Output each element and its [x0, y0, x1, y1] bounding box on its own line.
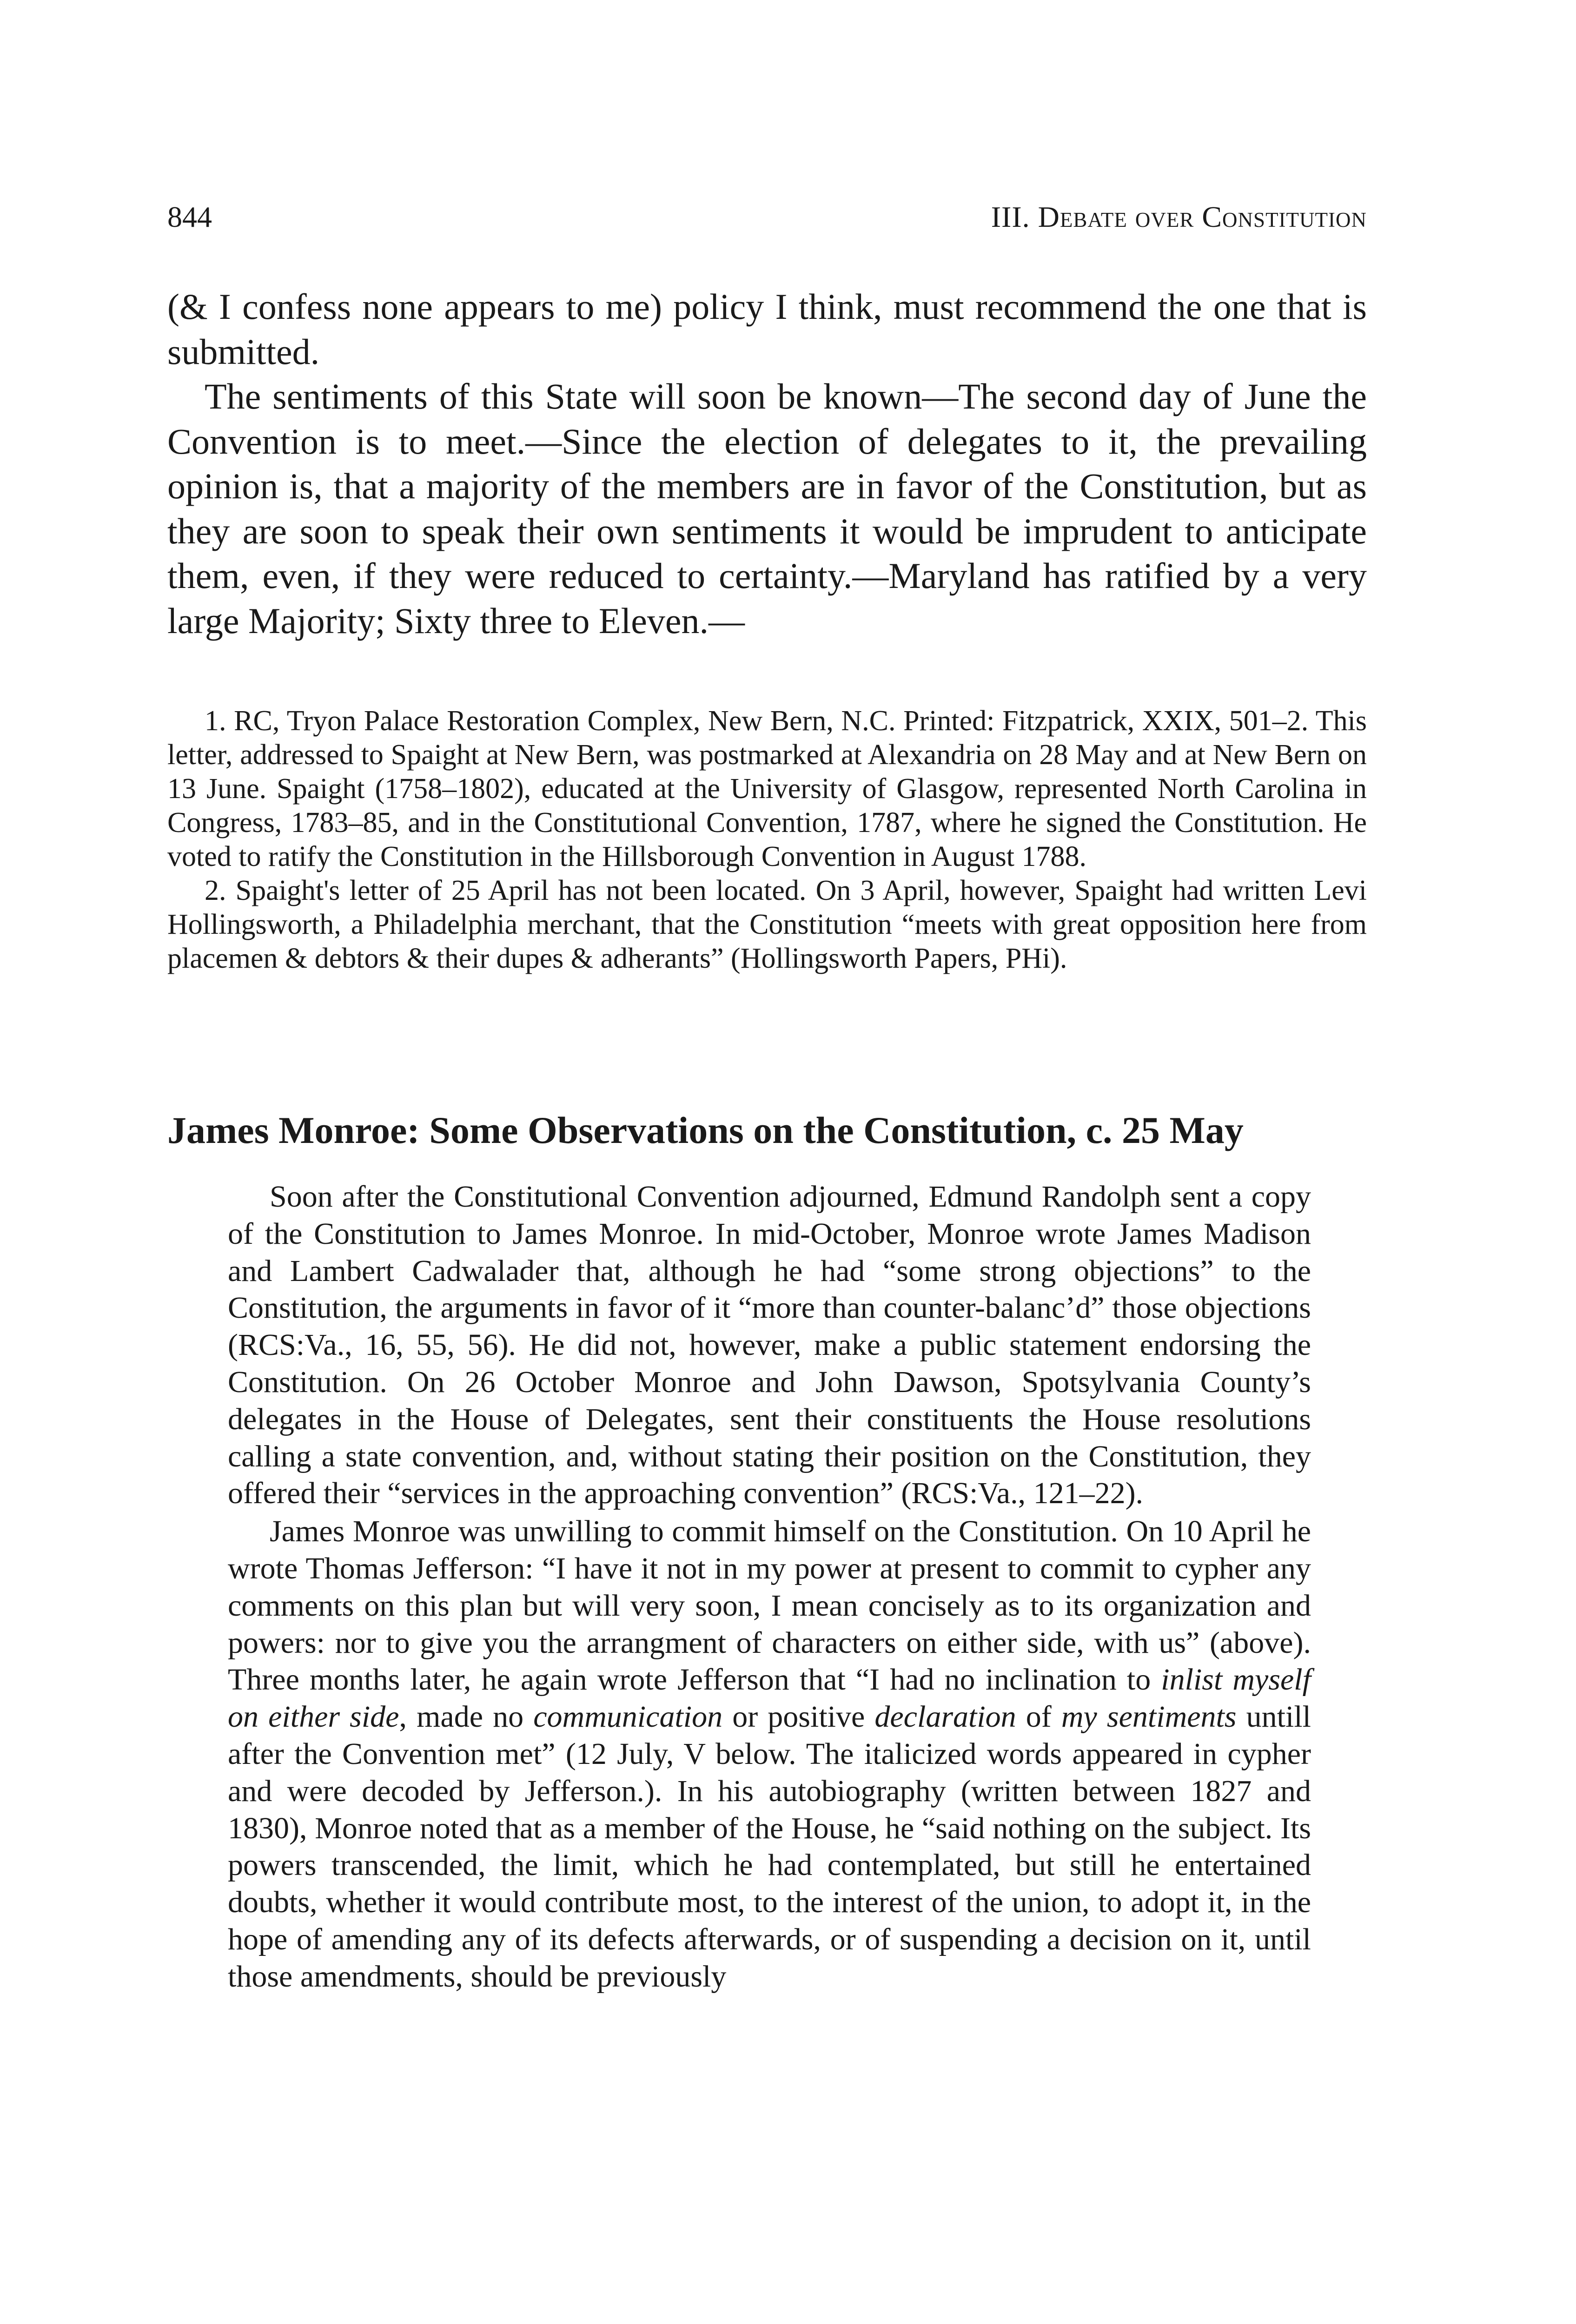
letter-body — [167, 284, 1367, 643]
editorial-note — [228, 1178, 1311, 1995]
body-paragraph: The sentiments of this State will soon be known—The second day of June the Convention is to meet.—Since the election of delegates to it, the prevailing opinion is, that a majority of the members are in favor of the Constitution, but as they are soon to speak their own sentiments it would be imprudent to anticipate them, even, if they were reduced to certainty.—Maryland has ratified by a very large Majority; Sixty three to Eleven.— — [167, 376, 1367, 641]
footnote-2: 2. Spaight's letter of 25 April has not been located. On 3 April, however, Spaight had written Levi Hollingsworth, a Philadelphia merchant, that the Constitution “meets with great opposition here from placemen & debtors & their dupes & adherants” (Hollingsworth Papers, PHi). — [167, 875, 1367, 974]
editorial-paragraph: Soon after the Constitutional Convention adjourned, Edmund Randolph sent a copy of the Constitution to James Monroe. In mid-October, Monroe wrote James Madison and Lambert Cadwalader that, although he had “some strong objections” to the Constitution, the arguments in favor of it “more than counter-balanc’d” those objections (RCS:Va., 16, 55, 56). He did not, however, make a public statement endorsing the Constitution. On 26 October Monroe and John Dawson, Spotsylvania County’s delegates in the House of Delegates, sent their constituents the House resolutions calling a state convention, and, without stating their position on the Constitution, they offered their “services in the approaching convention” (RCS:Va., 121–22). — [228, 1180, 1311, 1511]
italic-text: communication — [533, 1700, 723, 1734]
running-head — [167, 200, 1367, 242]
text-run: of — [1016, 1700, 1061, 1734]
section-title: III. Debate over Constitution — [991, 200, 1367, 233]
footnotes — [167, 704, 1367, 976]
text-run: , made no — [399, 1700, 534, 1734]
editorial-paragraph — [228, 1513, 1311, 1995]
italic-text: declaration — [874, 1700, 1016, 1734]
body-paragraph: (& I confess none appears to me) policy I think, must recommend the one that is submitted. — [167, 286, 1367, 372]
italic-text: my sentiments — [1061, 1700, 1237, 1734]
document-page — [167, 0, 1367, 2324]
text-run: or positive — [722, 1700, 875, 1734]
text-run: James Monroe was unwilling to commit himself on the Constitution. On 10 April he wrote Thomas Jefferson: “I have it not in my power at present to commit to cypher any comments on this plan but will very soon, I mean concisely as to its organization and powers: nor to give you the arrangment of characters on either side, with us” (above). Three months later, he again wrote Jefferson that “I had no inclination to — [228, 1514, 1311, 1697]
text-run: untill after the Convention met” (12 July, V below. The italicized words appeared in cypher and were decoded by Jefferson.). In his autobiography (written between 1827 and 1830), Monroe noted that as a member of the House, he “said nothing on the subject. Its powers transcended, the limit, which he had contemplated, but still he entertained doubts, whether it would contribute most, to the interest of the union, to adopt it, in the hope of amending any of its defects afterwards, or of suspending a decision on it, until those amendments, should be previously — [228, 1700, 1311, 1994]
article-title: James Monroe: Some Observations on the Constitution, c. 25 May — [167, 1109, 1244, 1151]
page-number: 844 — [167, 200, 212, 233]
footnote-1: 1. RC, Tryon Palace Restoration Complex, New Bern, N.C. Printed: Fitzpatrick, XXIX, 501–2. This letter, addressed to Spaight at New Bern, was postmarked at Alexandria on 28 May and at New Bern on 13 June. Spaight (1758–1802), educated at the University of Glasgow, represented North Carolina in Congress, 1783–85, and in the Constitutional Convention, 1787, where he signed the Constitution. He voted to ratify the Constitution in the Hillsborough Convention in August 1788. — [167, 705, 1367, 872]
italic-text: inlist myself on either side — [228, 1663, 1311, 1734]
